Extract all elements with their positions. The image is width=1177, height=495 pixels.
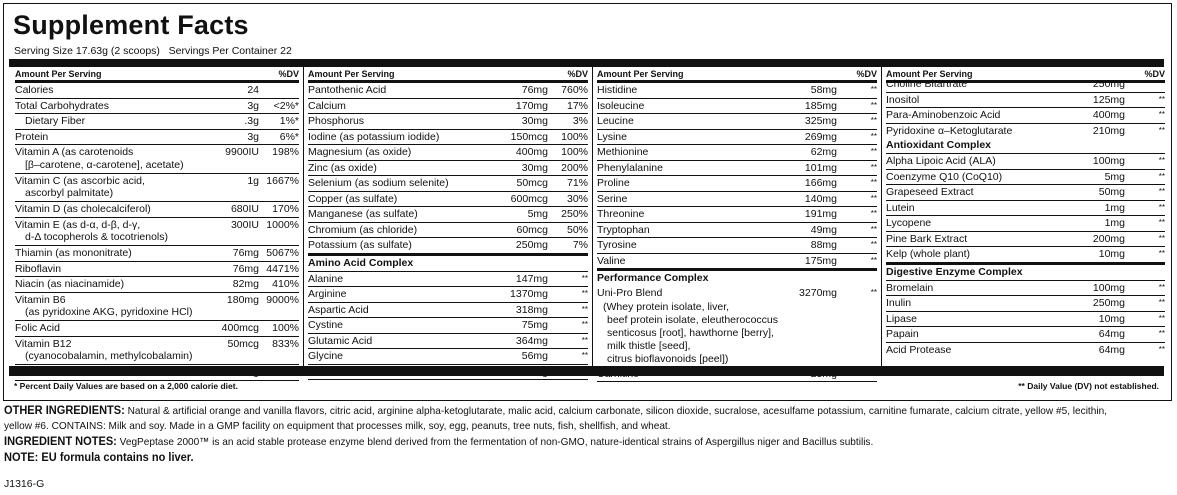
nutrient-name: Vitamin B6 xyxy=(15,293,66,306)
facts-row xyxy=(308,238,588,253)
nutrient-name: Protein xyxy=(15,130,49,143)
facts-row xyxy=(308,99,588,115)
nutrient-dv: 17% xyxy=(566,99,588,112)
nutrient-dv: ** xyxy=(1158,94,1165,104)
facts-row xyxy=(308,272,588,288)
facts-row xyxy=(308,287,588,303)
facts-row xyxy=(886,185,1165,201)
nutrient-dv: 100% xyxy=(561,130,588,143)
nutrient-dv: ** xyxy=(1158,125,1165,135)
facts-row xyxy=(15,337,299,366)
header-divider xyxy=(9,59,1164,67)
nutrient-amount: 56mg xyxy=(521,350,548,362)
nutrient-name: Calories xyxy=(15,84,54,96)
nutrient-dv: ** xyxy=(1158,187,1165,196)
facts-row xyxy=(15,99,299,115)
nutrient-detail: ascorbyl palmitate) xyxy=(25,187,114,199)
eu-note: NOTE: EU formula contains no liver. xyxy=(4,452,194,464)
nutrient-amount: .3g xyxy=(244,115,259,127)
nutrient-name: Lycopene xyxy=(886,217,932,229)
column-header: Amount Per Serving %DV xyxy=(886,67,1165,83)
facts-row xyxy=(597,130,877,146)
facts-row xyxy=(597,238,877,254)
nutrient-amount: 10mg xyxy=(1098,312,1125,325)
nutrient-name: Choline Bitartrate xyxy=(886,78,968,90)
nutrient-dv: ** xyxy=(581,320,588,329)
nutrient-dv: ** xyxy=(1158,313,1165,323)
nutrient-amount: 400mcg xyxy=(221,322,259,334)
nutrient-dv: ** xyxy=(581,335,588,345)
nutrient-amount: 400mg xyxy=(515,146,548,158)
nutrient-name: Dietary Fiber xyxy=(25,115,86,127)
nutrient-dv: 760% xyxy=(561,84,588,96)
facts-row xyxy=(308,334,588,350)
column-header: Amount Per Serving %DV xyxy=(308,67,588,83)
other-ingredients: OTHER INGREDIENTS: Natural & artificial orange and vanilla flavors, citric acid, arginine alpha-ketoglutarate, malic acid, calcium carbonate, silicon dioxide, sucralose, acesulfame potassium, carnitine fumarate, calcium citrate, yellow #5, lecithin, yellow #6. CONTAINS: Milk and soy. Made in a GMP facility on equipment that processes milk, soy, egg, peanuts, tree nuts, fish, shellfish, and wheat. xyxy=(4,405,1107,432)
facts-row xyxy=(308,349,588,365)
nutrient-amount: 600mcg xyxy=(510,192,548,205)
facts-row xyxy=(886,124,1165,139)
nutrient-name: Vitamin B12 xyxy=(15,337,72,350)
facts-row xyxy=(597,161,877,177)
nutrient-name: Copper (as sulfate) xyxy=(308,192,398,205)
blend-ingredient-line: citrus bioflavonoids [peel]) xyxy=(607,352,729,365)
nutrient-amount: 200mg xyxy=(1092,232,1125,245)
blend-ingredient-line: beef protein isolate, eleutherococcus xyxy=(607,313,779,326)
facts-row xyxy=(15,262,299,278)
nutrient-amount: 140mg xyxy=(804,192,837,205)
facts-row xyxy=(886,343,1165,358)
nutrient-name: Alpha Lipoic Acid (ALA) xyxy=(886,155,996,167)
nutrient-amount: 62mg xyxy=(810,146,837,158)
nutrient-dv: ** xyxy=(1158,156,1165,165)
nutrient-name: Cystine xyxy=(308,319,344,331)
nutrient-amount: 191mg xyxy=(804,208,837,220)
nutrient-dv: 50% xyxy=(566,223,588,236)
nutrient-amount: 250mg xyxy=(1092,78,1125,90)
panel-title: Supplement Facts xyxy=(13,10,249,40)
nutrient-amount: 3g xyxy=(247,99,259,112)
facts-row xyxy=(597,254,877,269)
nutrient-dv: ** xyxy=(870,131,877,141)
nutrient-name: Para-Aminobenzoic Acid xyxy=(886,109,1001,121)
nutrient-name: Lysine xyxy=(597,130,627,143)
nutrient-amount: 125mg xyxy=(1092,93,1125,106)
nutrient-name: Pantothenic Acid xyxy=(308,84,387,96)
nutrient-amount: 318mg xyxy=(515,303,548,316)
facts-row xyxy=(15,218,299,247)
nutrient-dv: 198% xyxy=(272,146,299,158)
nutrient-amount: 1370mg xyxy=(510,288,548,300)
nutrient-amount: 75mg xyxy=(521,319,548,331)
nutrient-dv: 30% xyxy=(566,192,588,205)
nutrient-dv: 5067% xyxy=(266,247,299,259)
nutrient-name: Proline xyxy=(597,177,630,189)
nutrient-name: Total Carbohydrates xyxy=(15,99,109,112)
nutrient-dv: ** xyxy=(1158,249,1165,258)
nutrient-name: Aspartic Acid xyxy=(308,303,369,316)
facts-row xyxy=(886,108,1165,124)
facts-row xyxy=(308,83,588,99)
nutrient-name: Vitamin C (as ascorbic acid, xyxy=(15,174,145,187)
facts-row xyxy=(886,216,1165,232)
nutrient-name: Selenium (as sodium selenite) xyxy=(308,177,449,189)
nutrient-dv: ** xyxy=(581,351,588,360)
facts-row xyxy=(308,145,588,161)
nutrient-amount: 101mg xyxy=(804,161,837,174)
dv-not-established-footnote: ** Daily Value (DV) not established. xyxy=(1018,381,1159,391)
nutrient-dv: 170% xyxy=(272,203,299,215)
nutrient-name: Inositol xyxy=(886,93,920,106)
nutrient-name: Tyrosine xyxy=(597,239,637,251)
facts-row xyxy=(597,207,877,223)
blend-row: Uni-Pro Blend 3270mg ** xyxy=(597,287,877,299)
nutrient-dv: 1667% xyxy=(266,174,299,187)
facts-row xyxy=(308,192,588,208)
nutrient-name: Calcium xyxy=(308,99,346,112)
column-header: Amount Per Serving %DV xyxy=(15,67,299,83)
nutrient-name: Alanine xyxy=(308,272,344,285)
nutrient-amount: 400mg xyxy=(1092,109,1125,121)
facts-row xyxy=(886,247,1165,262)
footer-divider xyxy=(9,366,1164,376)
nutrient-name: Grapeseed Extract xyxy=(886,186,974,198)
nutrient-dv: 3% xyxy=(572,115,588,127)
nutrient-detail: (cyanocobalamin, methylcobalamin) xyxy=(25,350,193,362)
facts-row xyxy=(15,174,299,203)
nutrient-dv: ** xyxy=(1158,282,1165,292)
section-heading-antioxidant: Antioxidant Complex xyxy=(886,138,1165,154)
nutrient-dv: ** xyxy=(581,304,588,314)
nutrient-name: Manganese (as sulfate) xyxy=(308,208,418,220)
facts-row xyxy=(886,77,1165,93)
nutrient-amount: 100mg xyxy=(1092,155,1125,167)
nutrient-dv: 100% xyxy=(272,322,299,334)
nutrient-amount: 5mg xyxy=(1104,170,1125,183)
nutrient-dv: ** xyxy=(581,273,588,283)
facts-row xyxy=(886,312,1165,328)
nutrient-name: Threonine xyxy=(597,208,645,220)
facts-row xyxy=(886,154,1165,170)
nutrient-amount: 680IU xyxy=(230,203,259,215)
nutrient-dv xyxy=(259,84,299,97)
blend-ingredient-line: milk thistle [seed], xyxy=(607,339,691,352)
nutrient-dv: 1000% xyxy=(266,218,299,231)
nutrient-name: Thiamin (as mononitrate) xyxy=(15,247,132,259)
facts-row xyxy=(308,207,588,223)
nutrient-amount: 1g xyxy=(247,174,259,187)
nutrient-name: Valine xyxy=(597,254,626,267)
nutrient-name: Acid Protease xyxy=(886,343,952,356)
nutrient-detail: d-Δ tocopherols & tocotrienols) xyxy=(25,231,169,243)
facts-row xyxy=(886,327,1165,343)
nutrient-amount: 88mg xyxy=(810,239,837,251)
nutrient-amount: 64mg xyxy=(1098,328,1125,340)
nutrient-dv: ** xyxy=(581,289,588,298)
facts-column-2 xyxy=(303,67,588,366)
facts-row xyxy=(308,303,588,319)
nutrient-dv: ** xyxy=(870,116,877,125)
nutrient-name: Leucine xyxy=(597,115,634,127)
nutrient-amount: 76mg xyxy=(232,247,259,259)
nutrient-dv: ** xyxy=(870,224,877,234)
nutrient-amount: 50mg xyxy=(1098,186,1125,198)
dv-footnote: * Percent Daily Values are based on a 2,000 calorie diet. xyxy=(14,381,238,391)
nutrient-dv: ** xyxy=(1158,171,1165,181)
nutrient-amount: 364mg xyxy=(515,334,548,347)
nutrient-amount: 9900IU xyxy=(225,146,259,158)
nutrient-name: Iodine (as potassium iodide) xyxy=(308,130,440,143)
facts-row xyxy=(15,246,299,262)
facts-column-3 xyxy=(592,67,877,366)
nutrient-dv: 100% xyxy=(561,146,588,158)
nutrient-name: Niacin (as niacinamide) xyxy=(15,278,125,290)
nutrient-amount: 50mcg xyxy=(516,177,548,189)
ingredient-notes-text: INGREDIENT NOTES: VegPeptase 2000™ is an acid stable protease enzyme blend derived from the fermentation of non-GMO, nature-identical strains of Aspergillus niger and Bacillus subtilis. xyxy=(4,436,874,448)
nutrient-dv: 250% xyxy=(561,208,588,220)
nutrient-name: Inulin xyxy=(886,297,912,309)
nutrient-dv: ** xyxy=(870,240,877,249)
nutrient-amount: 250mg xyxy=(1092,297,1125,309)
nutrient-amount: 24 xyxy=(247,84,259,96)
nutrient-name: Phenylalanine xyxy=(597,161,663,174)
nutrient-dv: ** xyxy=(1158,218,1165,227)
facts-row xyxy=(886,296,1165,312)
facts-row xyxy=(15,277,299,293)
nutrient-dv: 4471% xyxy=(266,262,299,275)
facts-column-4 xyxy=(881,67,1165,366)
facts-row xyxy=(15,83,299,99)
nutrient-dv: ** xyxy=(1158,110,1165,119)
nutrient-dv: 9000% xyxy=(266,293,299,306)
nutrient-detail: (as pyridoxine AKG, pyridoxine HCl) xyxy=(25,306,193,318)
nutrient-name: Zinc (as oxide) xyxy=(308,161,377,174)
nutrient-dv: 6%* xyxy=(279,130,299,143)
nutrient-name: Histidine xyxy=(597,84,638,96)
section-heading-enzyme: Digestive Enzyme Complex xyxy=(886,262,1165,281)
nutrient-amount: 3g xyxy=(247,130,259,143)
nutrient-dv: ** xyxy=(1158,79,1165,88)
facts-row xyxy=(597,145,877,161)
nutrient-name: Glycine xyxy=(308,350,344,362)
nutrient-dv: ** xyxy=(1158,202,1165,212)
facts-row xyxy=(597,99,877,115)
facts-row xyxy=(308,223,588,239)
nutrient-dv: 71% xyxy=(566,177,588,189)
nutrient-dv: ** xyxy=(870,193,877,203)
nutrient-amount: 147mg xyxy=(515,272,548,285)
nutrient-dv: ** xyxy=(1158,329,1165,338)
nutrient-name: Vitamin E (as d-α, d-β, d-γ, xyxy=(15,218,141,231)
nutrient-name: Vitamin D (as cholecalciferol) xyxy=(15,203,151,215)
nutrient-dv: 1%* xyxy=(279,115,299,127)
nutrient-dv: ** xyxy=(870,162,877,172)
column-header: Amount Per Serving %DV xyxy=(597,67,877,83)
facts-column-1 xyxy=(15,67,299,366)
nutrient-amount: 166mg xyxy=(804,177,837,189)
nutrient-name: Isoleucine xyxy=(597,99,645,112)
nutrient-amount: 30mg xyxy=(521,115,548,127)
facts-row xyxy=(15,130,299,146)
blend-ingredient-line: (Whey protein isolate, liver, xyxy=(603,300,730,313)
nutrient-name: Bromelain xyxy=(886,281,934,294)
nutrient-amount: 185mg xyxy=(804,99,837,112)
facts-row xyxy=(886,232,1165,248)
nutrient-detail: [β–carotene, α-carotene], acetate) xyxy=(25,158,184,171)
facts-row xyxy=(597,114,877,130)
facts-row xyxy=(308,176,588,192)
nutrient-name: Serine xyxy=(597,192,628,205)
nutrient-dv: ** xyxy=(870,147,877,156)
facts-row xyxy=(308,161,588,177)
nutrient-dv: 833% xyxy=(272,337,299,350)
facts-row xyxy=(308,130,588,146)
nutrient-name: Lutein xyxy=(886,201,915,214)
section-heading-amino: Amino Acid Complex xyxy=(308,253,588,272)
nutrient-amount: 269mg xyxy=(804,130,837,143)
nutrient-name: Magnesium (as oxide) xyxy=(308,146,412,158)
nutrient-amount: 250mg xyxy=(515,239,548,251)
facts-row xyxy=(597,83,877,99)
nutrient-amount: 300IU xyxy=(230,218,259,231)
facts-row xyxy=(597,223,877,239)
facts-row xyxy=(15,321,299,337)
nutrient-dv: ** xyxy=(1158,298,1165,307)
serving-info: Serving Size 17.63g (2 scoops) Servings Per Container 22 xyxy=(14,45,292,57)
nutrient-name: Riboflavin xyxy=(15,262,62,275)
facts-row xyxy=(308,114,588,130)
nutrient-name: Arginine xyxy=(308,288,347,300)
facts-row xyxy=(886,201,1165,217)
facts-row xyxy=(597,176,877,192)
nutrient-dv: ** xyxy=(870,100,877,110)
nutrient-name: Phosphorus xyxy=(308,115,365,127)
blend-ingredient-line: senticosus [root], hawthorne [berry], xyxy=(607,326,774,339)
nutrient-amount: 175mg xyxy=(804,254,837,267)
nutrient-amount: 150mcg xyxy=(510,130,548,143)
nutrient-dv: ** xyxy=(870,85,877,94)
nutrient-amount: 210mg xyxy=(1092,124,1125,137)
nutrient-amount: 170mg xyxy=(515,99,548,112)
nutrient-dv: ** xyxy=(870,209,877,218)
nutrient-name: Papain xyxy=(886,328,919,340)
nutrient-dv: ** xyxy=(1158,344,1165,354)
product-code: J1316-G xyxy=(4,478,45,490)
nutrient-amount: 76mg xyxy=(232,262,259,275)
nutrient-name: Vitamin A (as carotenoids xyxy=(15,146,134,158)
supplement-facts-panel xyxy=(3,3,1172,401)
nutrient-amount: 5mg xyxy=(527,208,548,220)
nutrient-dv: ** xyxy=(870,255,877,265)
nutrient-name: Folic Acid xyxy=(15,322,60,334)
nutrient-amount: 10mg xyxy=(1098,248,1125,260)
facts-row xyxy=(886,170,1165,186)
nutrient-amount: 49mg xyxy=(810,223,837,236)
nutrient-amount: 1mg xyxy=(1104,217,1125,229)
nutrient-name: Coenzyme Q10 (CoQ10) xyxy=(886,170,1003,183)
nutrient-dv: ** xyxy=(870,178,877,187)
nutrient-amount: 50mcg xyxy=(227,337,259,350)
nutrient-name: Pyridoxine α–Ketoglutarate xyxy=(886,124,1013,137)
facts-row xyxy=(15,114,299,130)
nutrient-name: Methionine xyxy=(597,146,649,158)
nutrient-name: Pine Bark Extract xyxy=(886,232,968,245)
nutrient-amount: 325mg xyxy=(804,115,837,127)
facts-row xyxy=(886,281,1165,297)
nutrient-amount: 1mg xyxy=(1104,201,1125,214)
nutrient-amount: 64mg xyxy=(1098,343,1125,356)
nutrient-dv: 200% xyxy=(561,161,588,174)
facts-row xyxy=(15,293,299,322)
nutrient-name: Potassium (as sulfate) xyxy=(308,239,412,251)
ingredient-notes xyxy=(4,404,1125,467)
section-heading-performance: Performance Complex xyxy=(597,268,877,286)
nutrient-name: Lipase xyxy=(886,312,917,325)
nutrient-name: Chromium (as chloride) xyxy=(308,223,418,236)
facts-row xyxy=(15,202,299,218)
facts-row xyxy=(597,192,877,208)
nutrient-name: Tryptophan xyxy=(597,223,650,236)
nutrient-amount: 82mg xyxy=(232,278,259,290)
nutrient-amount: 180mg xyxy=(226,293,259,306)
nutrient-amount: 76mg xyxy=(521,84,548,96)
nutrient-dv: 410% xyxy=(272,278,299,290)
nutrient-amount: 100mg xyxy=(1092,281,1125,294)
nutrient-amount: 58mg xyxy=(810,84,837,96)
facts-row xyxy=(15,145,299,174)
nutrient-dv: <2%* xyxy=(273,99,299,112)
nutrient-amount: 30mg xyxy=(521,161,548,174)
nutrient-dv: 7% xyxy=(572,239,588,251)
nutrient-name: Kelp (whole plant) xyxy=(886,248,971,260)
nutrient-name: Glutamic Acid xyxy=(308,334,373,347)
nutrient-dv: ** xyxy=(1158,233,1165,243)
facts-row xyxy=(308,318,588,334)
facts-row xyxy=(886,93,1165,109)
nutrient-amount: 60mcg xyxy=(516,223,548,236)
